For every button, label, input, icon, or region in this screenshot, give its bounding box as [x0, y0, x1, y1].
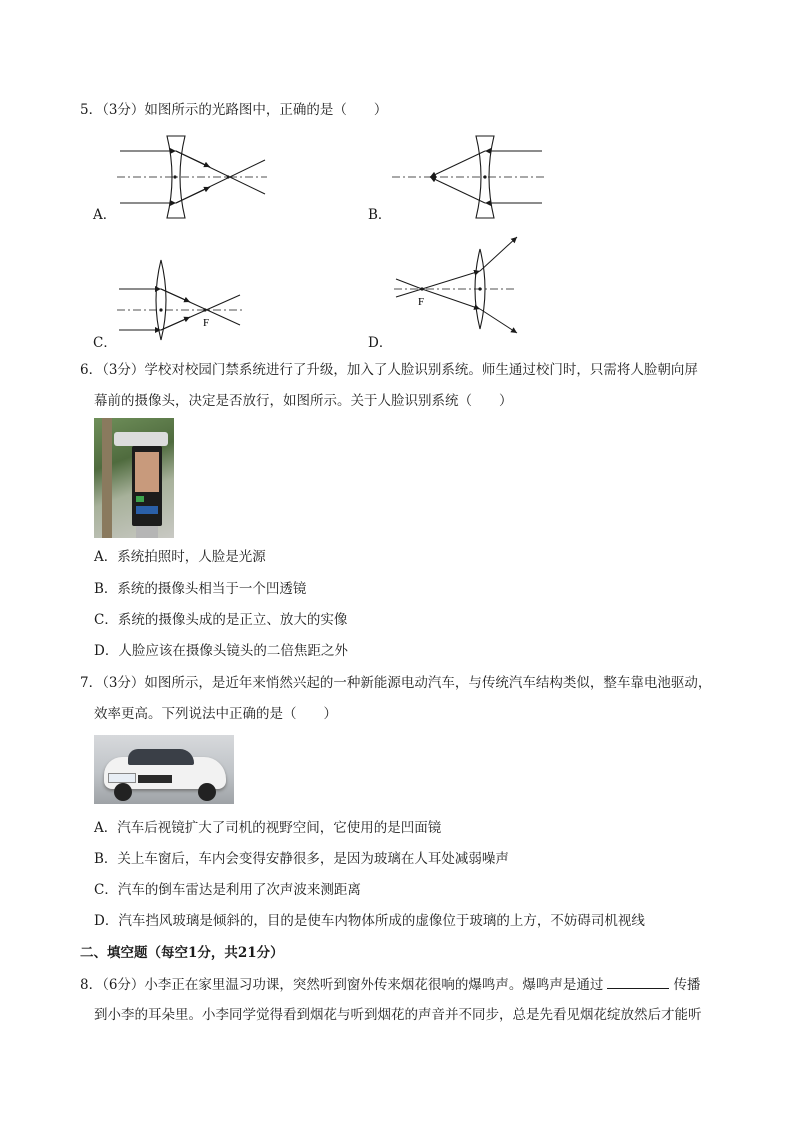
q8-stem-line1-a: 8．（6分）小李正在家里温习功课，突然听到窗外传来烟花很响的爆鸣声。爆鸣声是通过 — [80, 977, 604, 993]
q7-option-c: C．汽车的倒车雷达是利用了次声波来测距离 — [94, 882, 361, 898]
face-recognition-terminal-photo — [94, 418, 174, 538]
q8-stem-line1-b: 传播 — [673, 977, 701, 993]
q6-option-d: D．人脸应该在摄像头镜头的二倍焦距之外 — [94, 643, 348, 659]
q5-stem: 5．（3分）如图所示的光路图中，正确的是（ ） — [80, 102, 388, 118]
q6-option-b: B．系统的摄像头相当于一个凹透镜 — [94, 581, 307, 597]
q6-option-c: C．系统的摄像头成的是正立、放大的实像 — [94, 612, 348, 628]
q6-stem-line1: 6．（3分）学校对校园门禁系统进行了升级，加入了人脸识别系统。师生通过校门时，只需将人脸朝向屏 — [80, 362, 698, 378]
q7-option-b: B．关上车窗后，车内会变得安静很多，是因为玻璃在人耳处减弱噪声 — [94, 851, 509, 867]
q7-stem-line1: 7．（3分）如图所示，是近年来悄然兴起的一种新能源电动汽车，与传统汽车结构类似，整车靠电池驱动， — [80, 675, 712, 691]
q5-diagram-c — [115, 258, 255, 348]
section-2-title: 二、填空题（每空1分，共21分） — [80, 945, 284, 961]
q5-d-focus-label: F — [418, 296, 425, 308]
q5-diagram-a — [115, 130, 275, 225]
q6-option-a: A．系统拍照时，人脸是光源 — [94, 549, 266, 565]
q8-stem-line1 — [80, 975, 700, 994]
q5-option-b-label: B． — [368, 207, 392, 223]
q8-stem-line2: 到小李的耳朵里。小李同学觉得看到烟花与听到烟花的声音并不同步，总是先看见烟花绽放然后才能听 — [94, 1007, 702, 1023]
q5-c-focus-label: F — [203, 317, 210, 329]
q7-option-d: D．汽车挡风玻璃是倾斜的，目的是使车内物体所成的虚像位于玻璃的上方，不妨碍司机视线 — [94, 913, 645, 929]
q5-option-a-label: A． — [93, 207, 117, 223]
q5-option-d-label: D． — [368, 335, 393, 351]
q5-diagram-d — [392, 235, 522, 335]
q5-diagram-b — [390, 130, 550, 225]
q7-option-a: A．汽车后视镜扩大了司机的视野空间，它使用的是凹面镜 — [94, 820, 442, 836]
q8-answer-blank-1[interactable] — [607, 975, 669, 989]
q5-option-c-label: C． — [93, 335, 117, 351]
electric-car-photo — [94, 735, 234, 804]
q7-stem-line2: 效率更高。下列说法中正确的是（ ） — [94, 706, 337, 722]
q6-stem-line2: 幕前的摄像头，决定是否放行，如图所示。关于人脸识别系统（ ） — [94, 393, 513, 409]
